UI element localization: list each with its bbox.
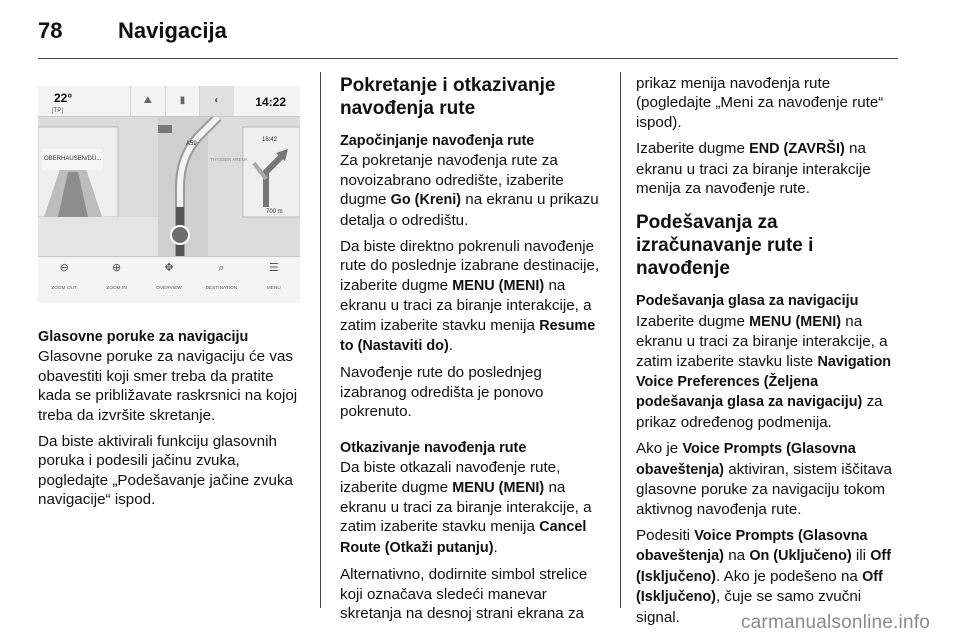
screen-maneuver-distance: 700 m: [266, 209, 283, 215]
overview-button: [143, 257, 195, 303]
resumed-paragraph: Navođenje rute do poslednjeg izabranog odredišta je ponovo pokrenuto.: [340, 364, 544, 421]
screen-tab-map: ⛰: [130, 86, 165, 116]
column-divider-right: [620, 72, 621, 608]
screen-traffic-indicator: [TP]: [52, 108, 64, 114]
screen-street-label: THYSSEN ARENA: [210, 157, 248, 162]
route-settings-section-title: Podešavanja za izračunavanje rute i navođenje: [636, 212, 814, 280]
zoom-in-button: [90, 257, 142, 303]
menu-icon: ☰: [268, 262, 279, 275]
menu-label: MENU: [266, 285, 281, 291]
voice-settings-paragraph: Izaberite dugme MENU (MENI) na ekranu u traci za biranje interakcije, a zatim izaberite stavku liste Navigation Voice Preferences (Željena podešavanja glasa za navigaciju) za prikaz određenog podmenija.: [636, 312, 892, 431]
overview-icon: ✥: [164, 262, 174, 275]
zoom-out-icon: ⊖: [59, 262, 69, 275]
screen-time: 14:22: [255, 95, 286, 109]
left-column: [38, 86, 304, 517]
right-column: [636, 74, 906, 634]
zoom-in-icon: ⊕: [112, 262, 122, 275]
end-button-paragraph: Izaberite dugme END (ZAVRŠI) na ekranu u traci za biranje interakcije menija za navođenje rute.: [636, 140, 871, 198]
alternative-paragraph: Alternativno, dodirnite simbol strelice koji označava sledeći manevar skretanja na desnoj strani ekrana za: [340, 566, 588, 622]
voice-prompts-paragraph: Ako je Voice Prompts (Glasovna obaveštenja) aktiviran, sistem iščitava glasovne poruke za navigaciju tokom aktivnog navođenja rute.: [636, 440, 892, 518]
screen-place-label: OBERHAUSEN/DÜ...: [42, 149, 103, 170]
destination-button: [195, 257, 247, 303]
voice-prompts-setting-paragraph: Podesiti Voice Prompts (Glasovna obaveštenja) na On (Uključeno) ili Off (Isključeno). Ako je podešeno na Off (Isključeno), čuje se samo zvučni signal.: [636, 526, 892, 626]
screen-map: [38, 117, 300, 256]
screen-tabs: [130, 86, 234, 116]
zoom-out-button: [38, 257, 90, 303]
screen-arrival-time: 18:42: [262, 137, 278, 143]
zoom-out-label: ZOOM OUT: [51, 285, 77, 291]
watermark: carmanualsonline.info: [740, 612, 930, 633]
destination-label: DESTINATION: [205, 285, 238, 291]
overview-label: OVERVIEW: [156, 285, 182, 291]
page-title: Navigacija: [118, 18, 227, 43]
page-number: 78: [38, 18, 63, 43]
cancel-guidance-paragraph: Da biste otkazali navođenje rute, izaberite dugme MENU (MENI) na ekranu u traci za biranje interakcije, a zatim izaberite stavku menija Cancel Route (Otkaži putanju).: [340, 459, 592, 556]
voice-messages-heading: Glasovne poruke za navigaciju: [38, 329, 249, 345]
column-divider-left: [320, 72, 321, 608]
start-guidance-paragraph: Za pokretanje navođenja rute za novoizabrano odredište, izaberite dugme Go (Kreni) na ekranu u prikazu detalja o odredištu.: [340, 152, 599, 229]
resume-guidance-paragraph: Da biste direktno pokrenuli navođenje rute do poslednje izabrane destinacije, izaberite dugme MENU (MENI) na ekranu u traci za biranje interakcije, a zatim izaberite stavku menija Resume to (Nastaviti do).: [340, 238, 600, 355]
header-rule: [38, 58, 898, 59]
zoom-in-label: ZOOM IN: [106, 285, 127, 291]
cancel-guidance-heading: Otkazivanje navođenja rute: [340, 439, 527, 456]
screen-interaction-bar: [38, 256, 300, 303]
menu-button: [248, 257, 300, 303]
start-guidance-heading: Započinjanje navođenja rute: [340, 133, 535, 149]
voice-messages-paragraph: Glasovne poruke za navigaciju će vas obavestiti koji smer treba da pratite kada se približavate raskrsnici na kojoj treba da izvršite skretanje.: [38, 348, 298, 424]
destination-icon: ⌕: [218, 262, 225, 275]
navigation-screen-figure: [38, 86, 300, 302]
screen-tab-nav: ◐: [199, 86, 234, 116]
screen-temperature: 22°: [54, 91, 73, 105]
middle-column: [340, 74, 606, 630]
screen-status-bar: [38, 86, 300, 117]
screen-tab-phone: ▮: [165, 86, 200, 116]
menu-reference-paragraph: prikaz menija navođenja rute (pogledajte „Meni za navođenje rute“ ispod).: [636, 75, 884, 131]
route-guidance-section-title: Pokretanje i otkazivanje navođenja rute: [340, 75, 556, 119]
voice-settings-heading: Podešavanja glasa za navigaciju: [636, 293, 859, 310]
screen-road-label: A59: [186, 141, 197, 147]
voice-activation-paragraph: Da biste aktivirali funkciju glasovnih poruka i podesili jačinu zvuka, pogledajte „Podešavanje jačine zvuka navigacije“ ispod.: [38, 433, 293, 509]
